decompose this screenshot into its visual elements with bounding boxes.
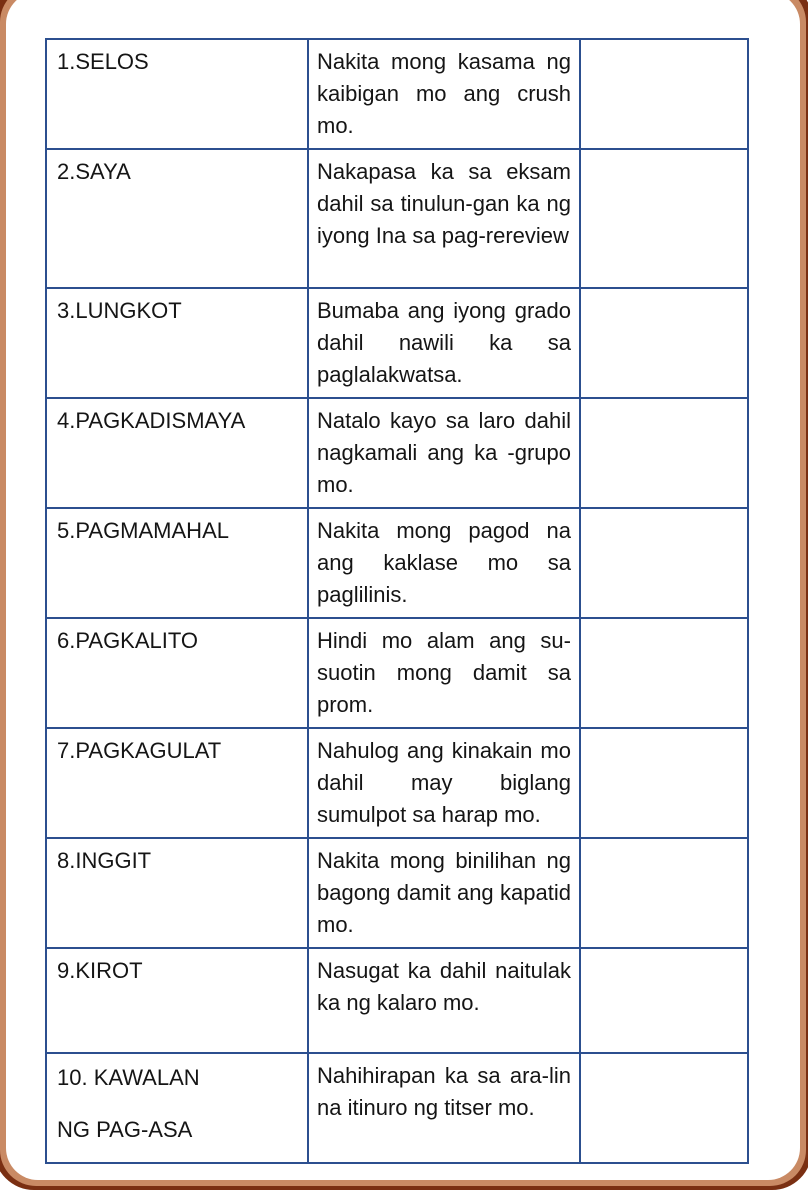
situation-text: Bumaba ang iyong grado dahil nawili ka sa paglalakwatsa. (317, 298, 571, 387)
answer-cell[interactable] (580, 398, 748, 508)
answer-cell[interactable] (580, 1053, 748, 1163)
table-row (46, 618, 748, 728)
emotion-cell (46, 728, 308, 838)
emotion-label: 1.SELOS (57, 49, 149, 74)
situation-cell (308, 838, 580, 948)
table-row (46, 398, 748, 508)
table-row (46, 288, 748, 398)
answer-cell[interactable] (580, 838, 748, 948)
situation-cell (308, 1053, 580, 1163)
emotion-cell (46, 618, 308, 728)
emotion-label: 5.PAGMAMAHAL (57, 518, 229, 543)
table-row (46, 838, 748, 948)
table-row (46, 508, 748, 618)
emotion-cell (46, 508, 308, 618)
situation-text: Natalo kayo sa laro dahil nagkamali ang ka -grupo mo. (317, 408, 571, 497)
situation-cell (308, 728, 580, 838)
emotion-cell (46, 398, 308, 508)
emotion-label: 3.LUNGKOT (57, 298, 182, 323)
emotion-label: 4.PAGKADISMAYA (57, 408, 246, 433)
emotion-cell (46, 39, 308, 149)
situation-cell (308, 508, 580, 618)
situation-cell (308, 149, 580, 288)
situation-cell (308, 398, 580, 508)
table-row (46, 728, 748, 838)
emotion-cell (46, 948, 308, 1053)
emotion-situation-table (45, 38, 749, 1164)
emotion-cell (46, 149, 308, 288)
emotion-label: 10. KAWALAN NG PAG-ASA (57, 1065, 200, 1142)
emotion-label: 7.PAGKAGULAT (57, 738, 222, 763)
situation-text: Nakita mong kasama ng kaibigan mo ang crush mo. (317, 49, 571, 138)
situation-cell (308, 948, 580, 1053)
table-row (46, 948, 748, 1053)
emotion-label: 8.INGGIT (57, 848, 152, 873)
emotion-cell (46, 288, 308, 398)
emotion-label: 2.SAYA (57, 159, 131, 184)
situation-cell (308, 618, 580, 728)
emotion-cell (46, 838, 308, 948)
situation-text: Nakita mong binilihan ng bagong damit ang kapatid mo. (317, 848, 571, 937)
situation-text: Nahihirapan ka sa ara-lin na itinuro ng titser mo. (317, 1063, 571, 1120)
answer-cell[interactable] (580, 149, 748, 288)
emotion-label: 6.PAGKALITO (57, 628, 199, 653)
situation-text: Nasugat ka dahil naitulak ka ng kalaro mo. (317, 958, 571, 1015)
situation-text: Nahulog ang kinakain mo dahil may biglang sumulpot sa harap mo. (317, 738, 571, 827)
answer-cell[interactable] (580, 39, 748, 149)
answer-cell[interactable] (580, 948, 748, 1053)
table-row (46, 149, 748, 288)
answer-cell[interactable] (580, 728, 748, 838)
situation-text: Nakita mong pagod na ang kaklase mo sa paglilinis. (317, 518, 571, 607)
answer-cell[interactable] (580, 618, 748, 728)
situation-text: Hindi mo alam ang su-suotin mong damit sa prom. (317, 628, 571, 717)
answer-cell[interactable] (580, 508, 748, 618)
situation-cell (308, 288, 580, 398)
situation-cell (308, 39, 580, 149)
emotion-label: 9.KIROT (57, 958, 143, 983)
answer-cell[interactable] (580, 288, 748, 398)
table-row (46, 39, 748, 149)
emotion-cell (46, 1053, 308, 1163)
table-row (46, 1053, 748, 1163)
situation-text: Nakapasa ka sa eksam dahil sa tinulun-gan ka ng iyong Ina sa pag-rereview (317, 159, 571, 248)
